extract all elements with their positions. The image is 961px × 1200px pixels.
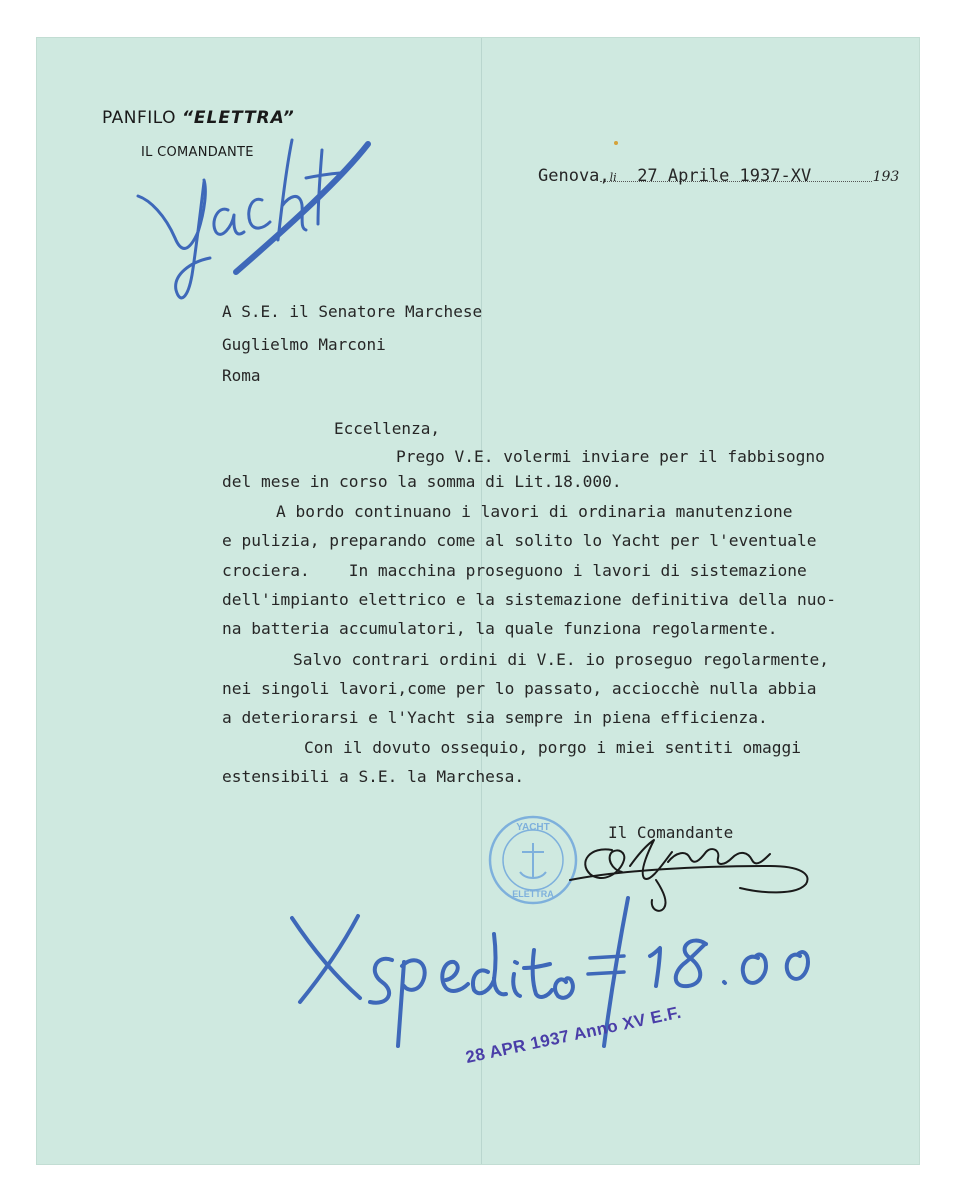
- closing: Il Comandante: [608, 823, 734, 842]
- body-line: nei singoli lavori,come per lo passato, acciocchè nulla abbia: [222, 679, 817, 698]
- body-line: del mese in corso la somma di Lit.18.000.: [222, 472, 622, 491]
- date-value: 27 Aprile 1937-XV: [637, 166, 812, 186]
- received-date-stamp: 28 APR 1937 Anno XV E.F.: [463, 1002, 683, 1068]
- date-place: Genova,: [538, 166, 610, 186]
- body-line: Prego V.E. volermi inviare per il fabbisogno: [396, 447, 825, 466]
- letterhead-title: IL COMANDANTE: [141, 145, 254, 160]
- svg-text:YACHT: YACHT: [516, 822, 550, 833]
- recipient-line-3: Roma: [222, 366, 261, 385]
- body-line: dell'impianto elettrico e la sistemazione definitiva della nuo-: [222, 590, 836, 609]
- commander-signature: [570, 840, 808, 911]
- body-line: crociera. In macchina proseguono i lavori di sistemazione: [222, 561, 807, 580]
- date-year-prefix: 193: [872, 169, 900, 185]
- svg-text:ELETTRA: ELETTRA: [512, 889, 554, 899]
- pencil-annotation-yacht: [138, 140, 368, 298]
- letterhead-vessel: PANFILO “ELETTRA”: [102, 108, 295, 128]
- salutation: Eccellenza,: [334, 419, 440, 438]
- yacht-elettra-seal: [490, 817, 576, 903]
- body-line: A bordo continuano i lavori di ordinaria manutenzione: [276, 502, 793, 521]
- date-li: li: [609, 171, 617, 184]
- recipient-line-2: Guglielmo Marconi: [222, 335, 386, 354]
- pencil-annotation-paid: [292, 898, 808, 1046]
- body-line: Salvo contrari ordini di V.E. io proseguo regolarmente,: [293, 650, 830, 669]
- body-line: na batteria accumulatori, la quale funziona regolarmente.: [222, 619, 778, 638]
- body-line: estensibili a S.E. la Marchesa.: [222, 767, 525, 786]
- body-line: a deteriorarsi e l'Yacht sia sempre in piena efficienza.: [222, 708, 768, 727]
- body-line: e pulizia, preparando come al solito lo Yacht per l'eventuale: [222, 531, 817, 550]
- recipient-line-1: A S.E. il Senatore Marchese: [222, 302, 483, 321]
- body-line: Con il dovuto ossequio, porgo i miei sentiti omaggi: [304, 738, 802, 757]
